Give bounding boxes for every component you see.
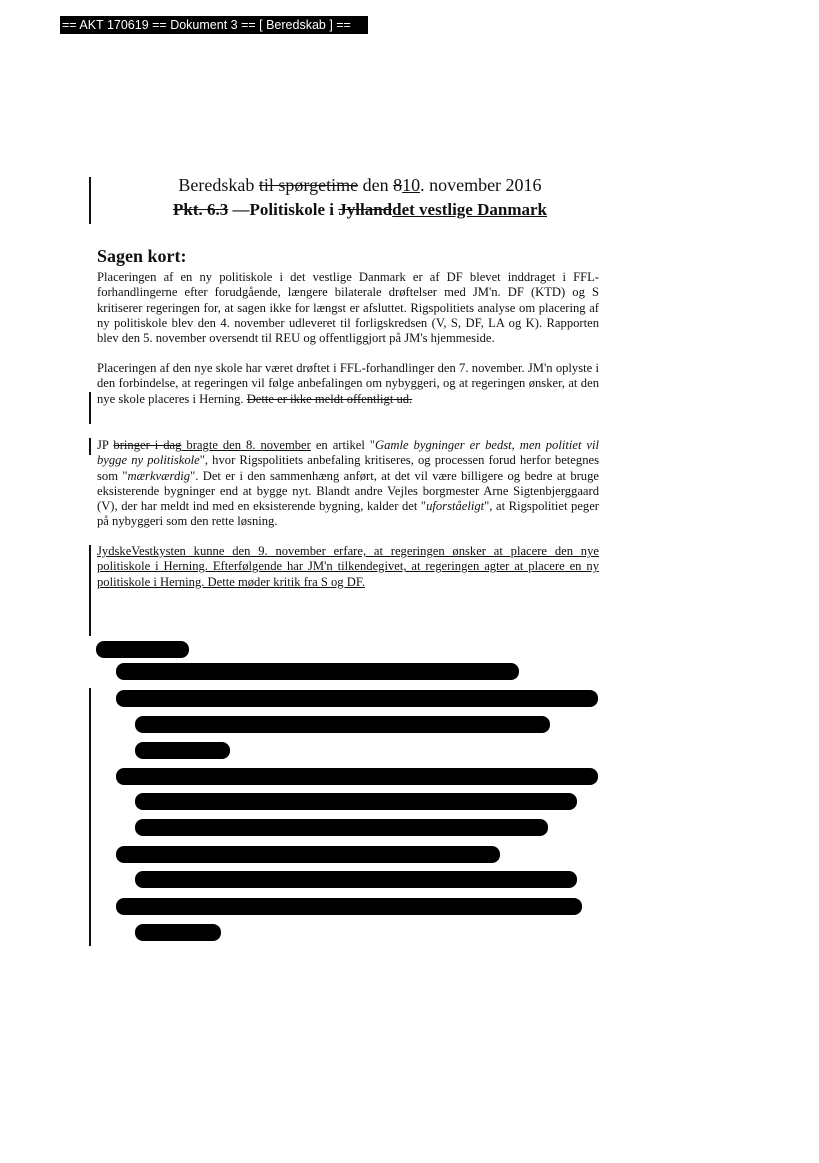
deleted-text: til spørgetime <box>258 175 359 195</box>
quote-text: mærkværdig <box>127 468 191 483</box>
redaction-bar <box>135 793 577 810</box>
redaction-bar <box>116 663 519 680</box>
redaction-bar <box>135 924 221 941</box>
deleted-text: Pkt. 6.3 <box>172 200 229 219</box>
revision-bar-p3 <box>89 438 91 455</box>
deleted-text: 8 <box>393 175 403 195</box>
quote-text: uforståeligt <box>426 499 485 514</box>
inserted-text: det vestlige Danmark <box>392 200 547 219</box>
redaction-bar <box>116 690 598 707</box>
redaction-bar <box>135 871 577 888</box>
inserted-text: 10 <box>402 175 421 195</box>
title-text: den <box>358 175 394 195</box>
inserted-text: bragte den 8. november <box>181 438 311 452</box>
article-title: Gamle bygninger er bedst, men politiet vil bygge ny politiskole <box>97 438 600 468</box>
redaction-bar <box>116 846 500 863</box>
redaction-bar <box>135 819 548 836</box>
redaction-bar <box>116 768 598 785</box>
paragraph-text: ", at Rigspolitiet peger på nybyggeri som den rette løsning. <box>97 499 599 529</box>
title-text: —Politiskole i <box>228 200 339 219</box>
deleted-text: Dette er ikke meldt offentligt ud. <box>246 391 413 406</box>
paragraph-text: ", hvor Rigspolitiets anbefaling kritiseres, og processen forud herfor betegnes som " <box>97 453 599 483</box>
paragraph-2 <box>97 361 599 407</box>
paragraph-text: ". Det er i den sammenhæng anført, at det vil være billigere og bedre at bruge eksisterende bygninger end at bygge nyt. Blandt andre Vejles borgmester Arne Sigtenbjerggaard (V), der har meldt ind med en eksisterende bygning, kalder det " <box>97 468 599 514</box>
revision-bar-redacted <box>89 688 91 946</box>
redaction-bar <box>96 641 189 658</box>
paragraph-4: JydskeVestkysten kunne den 9. november erfare, at regeringen ønsker at placere den nye politiskole i Herning. Efterfølgende har JM'n tilkendegivet, at regeringen agter at placere en ny politiskole i Herning. Dette møder kritik fra S og DF. <box>97 544 599 589</box>
document-title-line-2 <box>90 200 630 220</box>
redaction-bar <box>135 742 230 759</box>
revision-bar-p4 <box>89 545 91 636</box>
title-text: . november 2016 <box>420 175 542 195</box>
redaction-bar <box>135 716 550 733</box>
revision-bar-p2 <box>89 392 91 424</box>
paragraph-1: Placeringen af en ny politiskole i det vestlige Danmark er af DF blevet inddraget i FFL-forhandlingerne efter forudgående, længere bilaterale drøftelser med JM'n. DF (KTD) og S kritiserer regeringen for, at sagen ikke for længst er afsluttet. Rigspolitiets analyse om placering af ny politiskole blev den 4. november udleveret til forligskredsen (V, S, DF, LA og K). Rapporten blev den 5. november oversendt til REU og offentliggjort på JM's hjemmeside. <box>97 270 599 346</box>
paragraph-text: en artikel " <box>310 438 375 452</box>
title-text: Beredskab <box>178 175 259 195</box>
paragraph-3 <box>97 438 599 530</box>
redaction-bar <box>116 898 582 915</box>
deleted-text: Jylland <box>338 200 393 219</box>
document-title-line-1 <box>90 175 630 196</box>
paragraph-text: Placeringen af den nye skole har været drøftet i FFL-forhandlinger den 7. november. JM'n oplyste i den forbindelse, at regeringen vil følge anbefalingen om nybyggeri, og at regeringen ønsker, at den nye skole placeres i Herning. <box>97 361 599 406</box>
paragraph-text: JP <box>97 438 114 452</box>
document-header-strip: == AKT 170619 == Dokument 3 == [ Beredskab ] == <box>60 16 368 34</box>
deleted-text: bringer i dag <box>113 438 182 452</box>
section-heading: Sagen kort: <box>97 246 187 266</box>
